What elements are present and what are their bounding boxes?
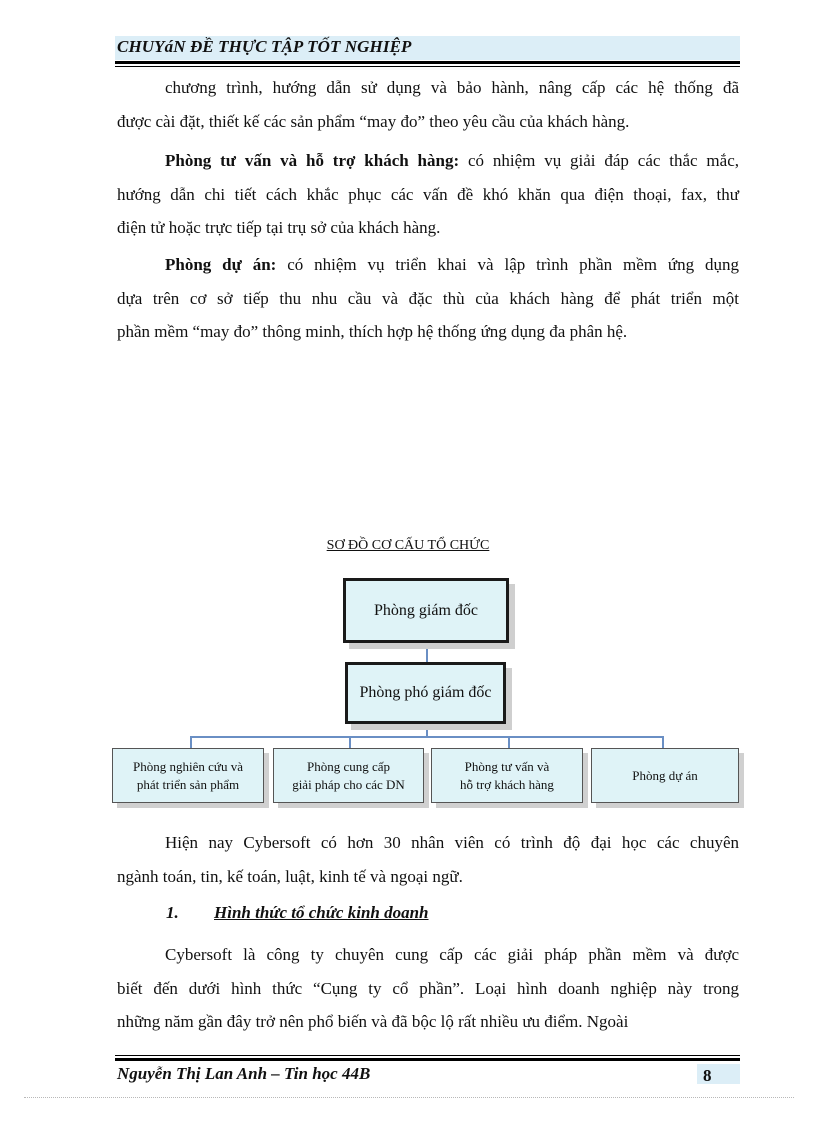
footer-author: Nguyễn Thị Lan Anh – Tin học 44B [117, 1064, 371, 1083]
connector-deputy-bus [426, 724, 428, 736]
org-chart-title-text: SƠ ĐỒ CƠ CẤU TỔ CHỨC [326, 538, 490, 553]
box-dept-line: Phòng cung cấp [306, 758, 391, 774]
text-line: ngành toán, tin, kế toán, luật, kinh tế và ngoại ngữ. [117, 866, 463, 886]
section-number: 1. [166, 903, 179, 922]
text-fragment: có nhiệm vụ triển khai và lập trình phần mềm ứng dụng [276, 255, 739, 274]
text-line: phần mềm “may đo” thông minh, thích hợp hệ thống ứng dụng đa phân hệ. [117, 322, 628, 341]
text-line: Hiện nay Cybersoft có hơn 30 nhân viên có trình độ đại học các chuyên [165, 833, 739, 852]
page-bottom-dotted-rule [24, 1097, 794, 1098]
page-number: 8 [703, 1066, 712, 1085]
text-line [117, 144, 739, 178]
term-project-dept: Phòng dự án: [165, 255, 277, 274]
header-rule-thick [115, 61, 740, 64]
box-dept-solutions [273, 748, 424, 803]
text-line: điện tử hoặc trực tiếp tại trụ sở của khách hàng. [117, 218, 441, 237]
paragraph-staff [117, 826, 739, 893]
footer-rule-thin [115, 1055, 740, 1056]
box-dept-research [112, 748, 264, 803]
box-dept-line: Phòng nghiên cứu và [133, 758, 243, 774]
connector-horizontal-bus [190, 736, 664, 738]
text-line: chương trình, hướng dẫn sử dụng và bảo hành, nâng cấp các hệ thống đã [165, 78, 739, 97]
box-deputy-label: Phòng phó giám đốc [359, 684, 492, 701]
box-dept-line: phát triển sản phẩm [136, 776, 240, 792]
footer-rule-thick [115, 1058, 740, 1061]
box-director-label: Phòng giám đốc [374, 601, 478, 619]
box-dept-line: hỗ trợ khách hàng [460, 776, 554, 792]
text-line: những năm gần đây trở nên phổ biến và đã bộc lộ rất nhiều ưu điểm. Ngoài [117, 1012, 629, 1031]
text-line: dựa trên cơ sở tiếp thu nhu cầu và đặc thù của khách hàng để phát triển một [117, 288, 739, 308]
box-dept-projects [591, 748, 739, 803]
text-line: hướng dẫn chi tiết cách khắc phục các vấn đề khó khăn qua điện thoại, fax, thư [117, 184, 739, 204]
box-dept-line: Phòng dự án [632, 767, 698, 783]
box-dept-line: Phòng tư vấn và [464, 758, 550, 774]
text-line: được cài đặt, thiết kế các sản phẩm “may đo” theo yêu cầu của khách hàng. [117, 111, 630, 131]
org-chart-title [0, 536, 816, 554]
box-dept-consulting [431, 748, 583, 803]
paragraph-company-type [117, 938, 739, 1039]
paragraph-continuation [117, 71, 739, 138]
text-line: biết đến dưới hình thức “Cụng ty cổ phần”. Loại hình doanh nghiệp này trong [117, 978, 739, 998]
header-rule-thin [115, 66, 740, 67]
text-line: Cybersoft là công ty chuyên cung cấp các giải pháp phần mềm và được [165, 945, 739, 964]
section-heading [166, 903, 429, 923]
section-title: Hình thức tổ chức kinh doanh [214, 903, 429, 922]
box-dept-line: giải pháp cho các DN [292, 776, 405, 792]
paragraph-consulting-dept [117, 144, 739, 245]
paragraph-project-dept [117, 248, 739, 349]
text-fragment: có nhiệm vụ giải đáp các thắc mắc, [459, 151, 739, 170]
box-deputy-director [345, 662, 506, 724]
page-header-title: CHUYáN ĐỀ THỰC TẬP TỐT NGHIỆP [117, 37, 412, 56]
term-consulting-dept: Phòng tư vấn và hỗ trợ khách hàng: [165, 151, 460, 170]
text-line [117, 248, 739, 282]
box-director [343, 578, 509, 643]
